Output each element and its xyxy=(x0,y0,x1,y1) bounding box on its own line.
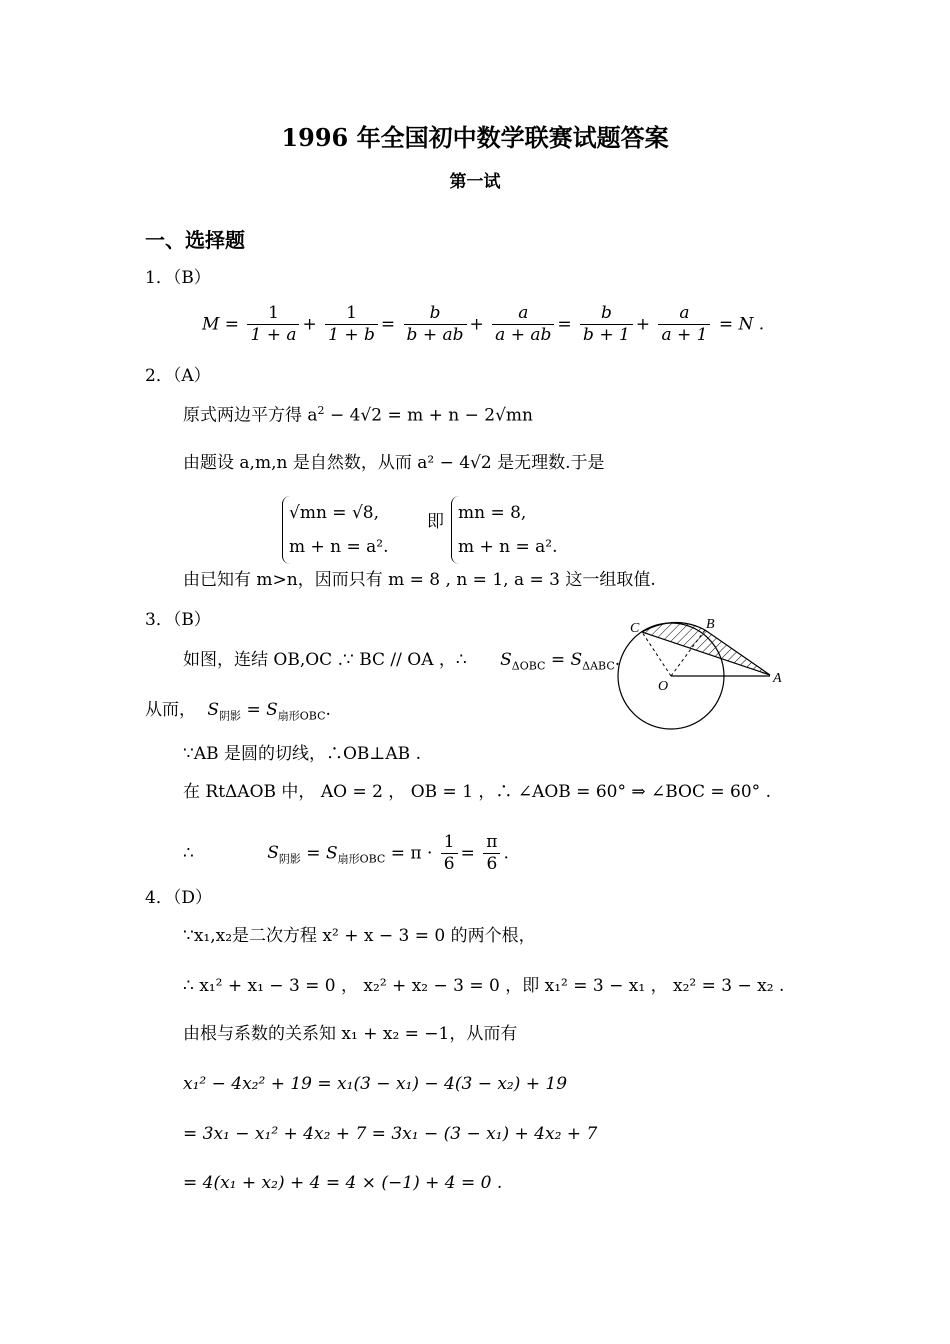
q1-tail: = N . xyxy=(718,314,765,335)
point-a-label: A xyxy=(773,671,782,686)
point-o-label: O xyxy=(658,679,669,694)
q3-frac-2: $\frac{\pi}{6}$ xyxy=(483,832,500,876)
q1-frac-2: $\frac{1}{1 + b}$ xyxy=(325,303,378,347)
q4-line-4: x₁² − 4x₂² + 19 = x₁(3 − x₁) − 4(3 − x₂) + 19 xyxy=(183,1074,568,1094)
q4-line-3: 由根与系数的关系知 x₁ + x₂ = −1，从而有 xyxy=(183,1024,518,1044)
q4-line-2: ∴ x₁² + x₁ − 3 = 0 ， x₂² + x₂ − 3 = 0 ，即 x₁² = 3 − x₁ ， x₂² = 3 − x₂ . xyxy=(183,976,785,996)
point-b-label: B xyxy=(706,617,715,632)
q1-equation: M = $\frac{1}{1 + a}$ + $\frac{1}{1 + b}$ = $\frac{b}{b + ab}$ + $\frac{a}{a + ab}$ = $\frac{b}{b + 1}$ + $\frac{a}{a + 1}$ = N . xyxy=(202,303,765,346)
q3-line-4: 在 RtΔAOB 中， AO = 2 ， OB = 1 ，∴ ∠AOB = 60° ⇒ ∠BOC = 60° . xyxy=(183,782,771,802)
q4-line-5: = 3x₁ − x₁² + 4x₂ + 7 = 3x₁ − (3 − x₁) + 4x₂ + 7 xyxy=(183,1124,598,1144)
q1-frac-4: $\frac{a}{a + ab}$ xyxy=(492,303,554,347)
page-subtitle: 第一试 xyxy=(449,172,501,192)
q2-line-1: 原式两边平方得 $a^2 - 4√2 = m + n - 2√mn$ xyxy=(183,404,534,426)
q4-line-6: = 4(x₁ + x₂) + 4 = 4 × (−1) + 4 = 0 . xyxy=(183,1173,503,1193)
q4-line-1: ∵x₁,x₂是二次方程 x² + x − 3 = 0 的两个根， xyxy=(183,926,536,946)
point-c-label: C xyxy=(630,621,640,636)
q1-frac-3: $\frac{b}{b + ab}$ xyxy=(404,303,467,347)
q4-label: 4．（D） xyxy=(145,888,212,908)
q2-system-1: √mn = √8, m + n = a². xyxy=(282,496,389,564)
q2-line-2: 由题设 a,m,n 是自然数，从而 a² − 4√2 是无理数.于是 xyxy=(183,453,605,473)
q3-figure xyxy=(600,610,800,740)
q1-lead: M = xyxy=(202,314,240,335)
q2-system-2: mn = 8, m + n = a². xyxy=(451,496,558,564)
q3-frac-1: $\frac{1}{6}$ xyxy=(441,832,458,876)
q3-line-5: ∴ $S_{阴影} = S_{扇形OBC} = \pi$ · $\frac{1}{6}$ = $\frac{\pi}{6}$ . xyxy=(183,832,509,875)
q3-line-3: ∵AB 是圆的切线，∴OB⊥AB . xyxy=(183,744,421,764)
q3-label: 3．（B） xyxy=(145,610,211,630)
q3-line-2: 从而， $S_{阴影} = S_{扇形OBC}$. xyxy=(145,700,331,723)
q1-label: 1．（B） xyxy=(145,268,211,288)
q1-frac-1: $\frac{1}{1 + a}$ xyxy=(247,303,299,347)
q2-ji: 即 xyxy=(427,512,444,532)
page-title: 1996 年全国初中数学联赛试题答案 xyxy=(281,123,669,152)
section-heading: 一、选择题 xyxy=(145,228,245,252)
q2-label: 2．（A） xyxy=(145,366,211,386)
q1-frac-5: $\frac{b}{b + 1}$ xyxy=(580,303,633,347)
q1-frac-6: $\frac{a}{a + 1}$ xyxy=(658,303,710,347)
q3-line-1: 如图，连结 OB,OC .∵ BC // OA ，∴ $S_{\Delta OBC} = S_{\Delta ABC}$. xyxy=(183,650,621,673)
q2-line-3: 由已知有 m>n，因而只有 m = 8 , n = 1, a = 3 这一组取值. xyxy=(183,570,656,590)
